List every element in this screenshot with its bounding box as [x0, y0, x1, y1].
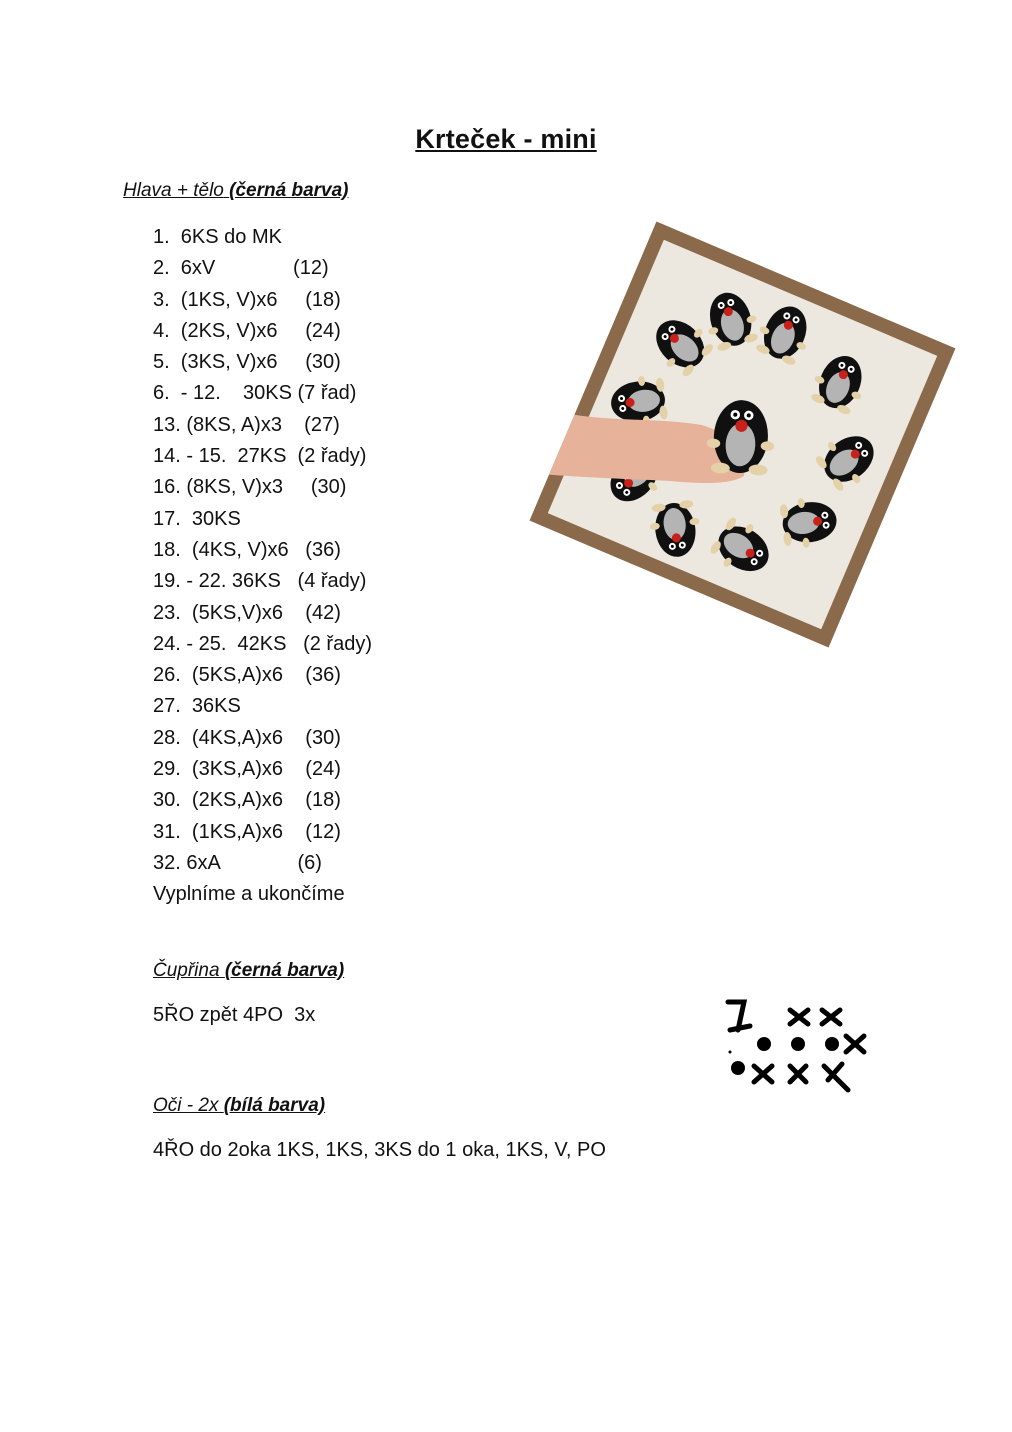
- pattern-row: 26. (5KS,A)x6 (36): [153, 664, 341, 687]
- pattern-row: 31. (1KS,A)x6 (12): [153, 820, 341, 843]
- pattern-row: 23. (5KS,V)x6 (42): [153, 601, 341, 624]
- pattern-row: 24. - 25. 42KS (2 řady): [153, 632, 372, 655]
- section-color: (černá barva): [229, 180, 349, 201]
- pattern-row-finish: Vyplníme a ukončíme: [153, 883, 345, 906]
- pattern-row: 18. (4KS, V)x6 (36): [153, 538, 341, 561]
- pattern-rows: [153, 222, 372, 911]
- section-label: Čupřina: [153, 960, 220, 981]
- pattern-row: 5. (3KS, V)x6 (30): [153, 351, 341, 374]
- crochet-symbol-chart: [724, 996, 874, 1100]
- pattern-row: 4. (2KS, V)x6 (24): [153, 319, 341, 342]
- pattern-row: 14. - 15. 27KS (2 řady): [153, 445, 367, 468]
- pattern-row: 30. (2KS,A)x6 (18): [153, 789, 341, 812]
- section-color: (bílá barva): [223, 1095, 326, 1116]
- section-heading-eyes: [153, 1095, 325, 1117]
- pattern-row: 6. - 12. 30KS (7 řad): [153, 382, 357, 405]
- eyes-instruction: 4ŘO do 2oka 1KS, 1KS, 3KS do 1 oka, 1KS, V, PO: [153, 1139, 606, 1161]
- section-label: Oči - 2x: [153, 1095, 219, 1116]
- section-heading-head-body: [123, 180, 349, 202]
- pattern-row: 3. (1KS, V)x6 (18): [153, 288, 341, 311]
- pattern-row: 28. (4KS,A)x6 (30): [153, 726, 341, 749]
- pattern-row: 16. (8KS, V)x3 (30): [153, 476, 347, 499]
- pattern-row: 29. (3KS,A)x6 (24): [153, 758, 341, 781]
- tuft-instruction: 5ŘO zpět 4PO 3x: [153, 1004, 316, 1026]
- mole-photo-image: [529, 221, 955, 647]
- pattern-row: 32. 6xA (6): [153, 851, 322, 874]
- pattern-row: 27. 36KS: [153, 695, 241, 718]
- section-label: Hlava + tělo: [123, 180, 224, 201]
- pattern-row: 2. 6xV (12): [153, 257, 329, 280]
- pattern-row: 1. 6KS do MK: [153, 226, 282, 248]
- section-color: (černá barva): [224, 960, 345, 981]
- page-title: Krteček - mini: [415, 124, 597, 154]
- pattern-row: 17. 30KS: [153, 507, 241, 530]
- pattern-row: 19. - 22. 36KS (4 řady): [153, 570, 367, 593]
- section-heading-tuft: [153, 960, 344, 982]
- pattern-row: 13. (8KS, A)x3 (27): [153, 413, 340, 436]
